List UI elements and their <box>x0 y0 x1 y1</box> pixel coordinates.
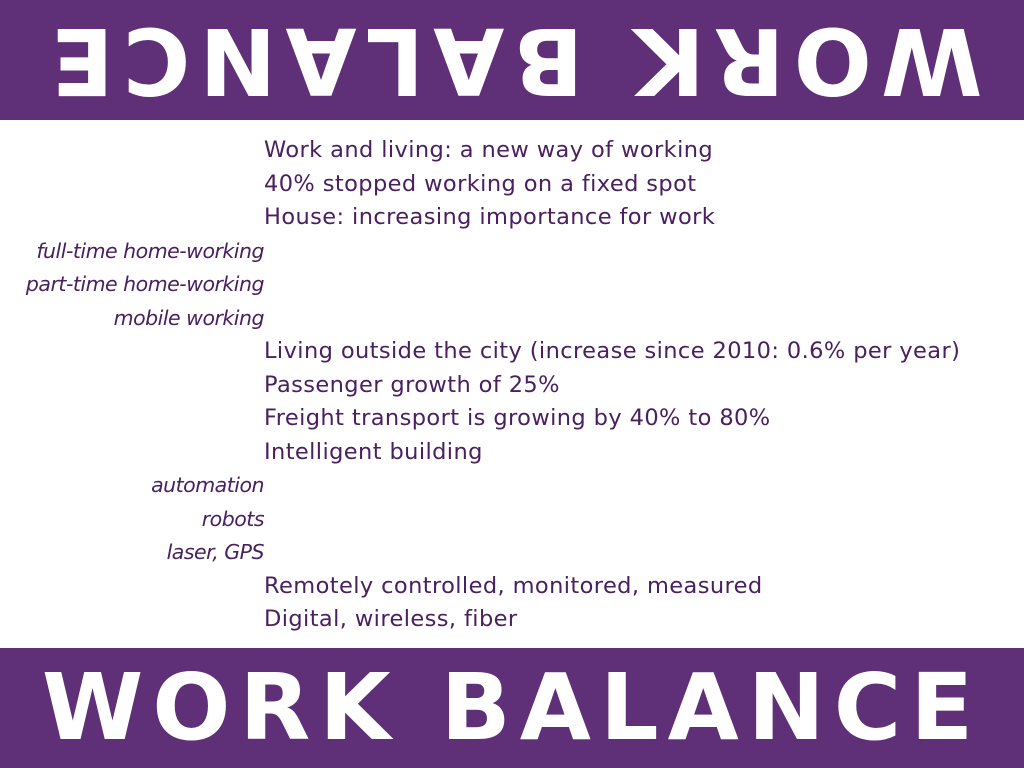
header-title-mirrored: WORK BALANCE <box>41 7 983 114</box>
sub-list-item: full-time home-working <box>36 238 264 263</box>
list-item: Living outside the city (increase since 2010: 0.6% per year) <box>264 338 961 364</box>
list-item: 40% stopped working on a fixed spot <box>264 170 697 197</box>
footer-banner <box>0 648 1024 768</box>
header-banner <box>0 0 1024 120</box>
list-item: Intelligent building <box>264 438 483 465</box>
sub-list-item: automation <box>151 473 264 497</box>
sub-list-item: laser, GPS <box>166 540 264 564</box>
sub-list-item: part-time home-working <box>25 272 264 296</box>
list-item: Remotely controlled, monitored, measured <box>264 572 763 599</box>
list-item: Work and living: a new way of working <box>264 137 714 163</box>
list-item: Freight transport is growing by 40% to 80% <box>264 405 771 431</box>
sub-list-item: robots <box>201 506 264 531</box>
list-item: Digital, wireless, fiber <box>264 606 518 632</box>
sub-list-item: mobile working <box>113 305 264 330</box>
footer-title: WORK BALANCE <box>41 654 983 761</box>
list-item: House: increasing importance for work <box>264 204 716 230</box>
content-list <box>0 134 1024 637</box>
list-item: Passenger growth of 25% <box>264 371 560 398</box>
